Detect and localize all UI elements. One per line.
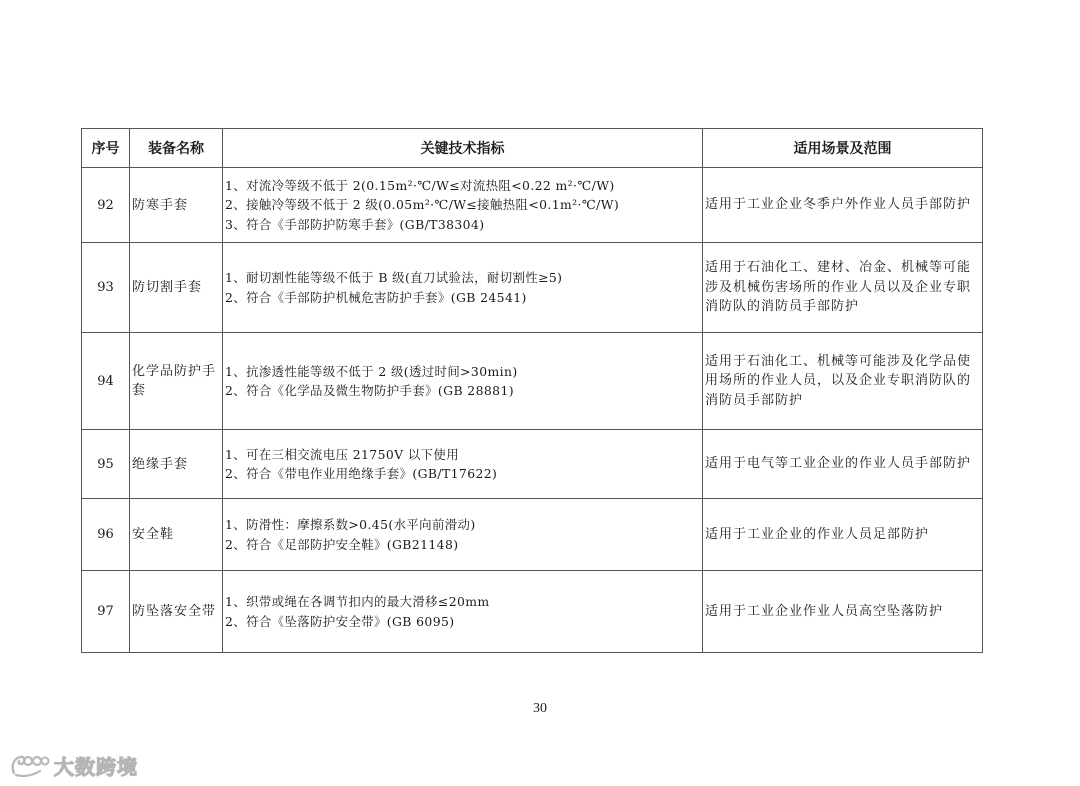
- watermark-text: 大数跨境: [54, 754, 138, 779]
- row-spec: [223, 430, 703, 499]
- row-spec: [223, 333, 703, 430]
- spec-line: 2、符合《带电作业用绝缘手套》(GB/T17622): [225, 466, 498, 481]
- table-row: [82, 499, 983, 571]
- table-row: [82, 571, 983, 653]
- row-seq: 92: [82, 168, 130, 243]
- spec-line: 2、符合《化学品及微生物防护手套》(GB 28881): [225, 383, 514, 398]
- spec-line: 1、耐切割性能等级不低于 B 级(直刀试验法，耐切割性≥5): [225, 270, 563, 285]
- header-name: 装备名称: [130, 129, 223, 168]
- header-seq: 序号: [82, 129, 130, 168]
- row-name: 防坠落安全带: [130, 571, 223, 653]
- watermark: [10, 750, 138, 780]
- table-row: [82, 168, 983, 243]
- page-number: 30: [533, 701, 547, 716]
- table-row: [82, 430, 983, 499]
- row-seq: 93: [82, 243, 130, 333]
- equipment-table: [81, 128, 983, 653]
- row-spec: [223, 168, 703, 243]
- row-name: 化学品防护手套: [130, 333, 223, 430]
- row-seq: 96: [82, 499, 130, 571]
- spec-line: 3、符合《手部防护防寒手套》(GB/T38304): [225, 216, 485, 232]
- row-name: 绝缘手套: [130, 430, 223, 499]
- table-row: [82, 243, 983, 333]
- row-seq: 94: [82, 333, 130, 430]
- row-spec: [223, 571, 703, 653]
- spec-line: 1、对流冷等级不低于 2(0.15m²·℃/W≤对流热阻<0.22 m²·℃/W): [225, 177, 615, 193]
- header-spec: 关键技术指标: [223, 129, 703, 168]
- spec-line: 1、织带或绳在各调节扣内的最大滑移≤20mm: [225, 594, 490, 609]
- spec-line: 1、可在三相交流电压 21750V 以下使用: [225, 446, 460, 462]
- row-spec: [223, 243, 703, 333]
- row-scope: 适用于工业企业冬季户外作业人员手部防护: [703, 168, 983, 243]
- row-seq: 97: [82, 571, 130, 653]
- row-scope: 适用于工业企业的作业人员足部防护: [703, 499, 983, 571]
- row-scope: 适用于石油化工、机械等可能涉及化学品使用场所的作业人员，以及企业专职消防队的消防员手部防护: [703, 333, 983, 430]
- spec-line: 2、符合《坠落防护安全带》(GB 6095): [225, 613, 455, 629]
- header-scope: 适用场景及范围: [703, 129, 983, 168]
- spec-line: 1、抗渗透性能等级不低于 2 级(透过时间>30min): [225, 363, 518, 379]
- spec-line: 2、符合《手部防护机械危害防护手套》(GB 24541): [225, 289, 527, 305]
- spec-line: 1、防滑性：摩擦系数>0.45(水平向前滑动): [225, 517, 476, 532]
- row-name: 防寒手套: [130, 168, 223, 243]
- table-header-row: [82, 129, 983, 168]
- spec-line: 2、符合《足部防护安全鞋》(GB21148): [225, 536, 459, 552]
- brand-logo-icon: [10, 751, 50, 779]
- row-scope: 适用于电气等工业企业的作业人员手部防护: [703, 430, 983, 499]
- row-seq: 95: [82, 430, 130, 499]
- row-name: 安全鞋: [130, 499, 223, 571]
- table-row: [82, 333, 983, 430]
- row-spec: [223, 499, 703, 571]
- row-name: 防切割手套: [130, 243, 223, 333]
- row-scope: 适用于石油化工、建材、冶金、机械等可能涉及机械伤害场所的作业人员以及企业专职消防队的消防员手部防护: [703, 243, 983, 333]
- spec-line: 2、接触冷等级不低于 2 级(0.05m²·℃/W≤接触热阻<0.1m²·℃/W): [225, 197, 620, 213]
- row-scope: 适用于工业企业作业人员高空坠落防护: [703, 571, 983, 653]
